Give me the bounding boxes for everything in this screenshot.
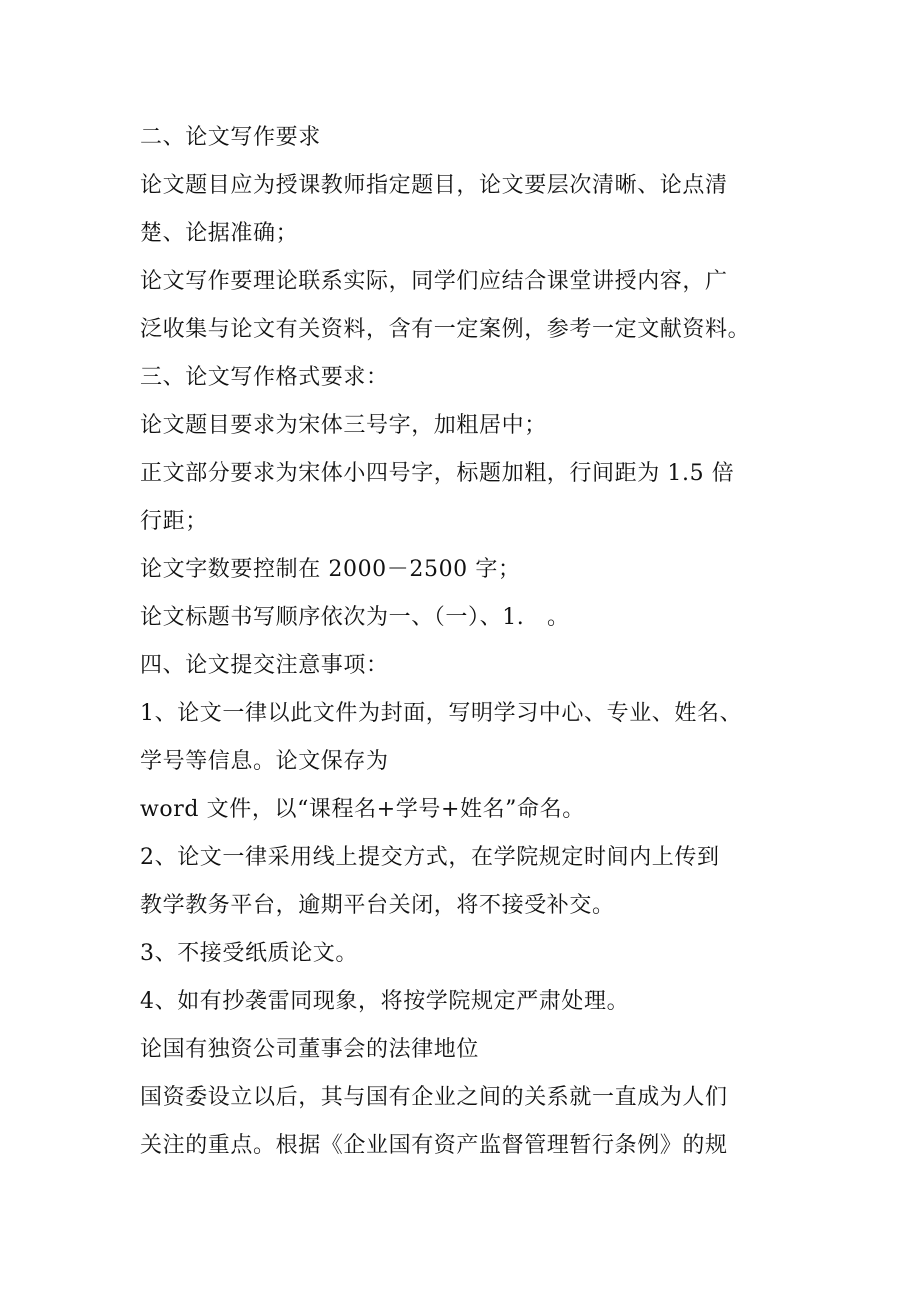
text-line: 论文题目要求为宋体三号字，加粗居中； xyxy=(140,413,547,438)
text-line: 2、论文一律采用线上提交方式，在学院规定时间内上传到 xyxy=(140,845,720,870)
section-heading: 三、论文写作格式要求： xyxy=(140,365,389,390)
text-line: 4、如有抄袭雷同现象，将按学院规定严肃处理。 xyxy=(140,989,630,1014)
text-line: 正文部分要求为宋体小四号字，标题加粗，行间距为 1.5 倍 xyxy=(140,461,735,486)
text-line: 论文标题书写顺序依次为一、（一）、1. 。 xyxy=(140,605,570,630)
text-line: 国资委设立以后，其与国有企业之间的关系就一直成为人们 xyxy=(140,1085,728,1110)
article-title: 论国有独资公司董事会的法律地位 xyxy=(140,1037,480,1062)
text-line: 楚、论据准确； xyxy=(140,221,299,246)
section-heading: 四、论文提交注意事项： xyxy=(140,653,389,678)
text-line: 论文写作要理论联系实际，同学们应结合课堂讲授内容，广 xyxy=(140,269,728,294)
text-line: word 文件，以“课程名+学号+姓名”命名。 xyxy=(140,797,585,822)
text-line: 论文字数要控制在 2000－2500 字； xyxy=(140,557,521,582)
text-line: 行距； xyxy=(140,509,208,534)
text-line: 1、论文一律以此文件为封面，写明学习中心、专业、姓名、 xyxy=(140,701,743,726)
text-line: 3、不接受纸质论文。 xyxy=(140,941,358,966)
text-line: 教学教务平台，逾期平台关闭，将不接受补交。 xyxy=(140,893,615,918)
text-line: 关注的重点。根据《企业国有资产监督管理暂行条例》的规 xyxy=(140,1133,728,1158)
document-body xyxy=(140,114,800,1170)
text-line: 学号等信息。论文保存为 xyxy=(140,749,389,774)
section-heading: 二、论文写作要求 xyxy=(140,125,321,150)
text-line: 泛收集与论文有关资料，含有一定案例，参考一定文献资料。 xyxy=(140,317,751,342)
text-line: 论文题目应为授课教师指定题目，论文要层次清晰、论点清 xyxy=(140,173,728,198)
